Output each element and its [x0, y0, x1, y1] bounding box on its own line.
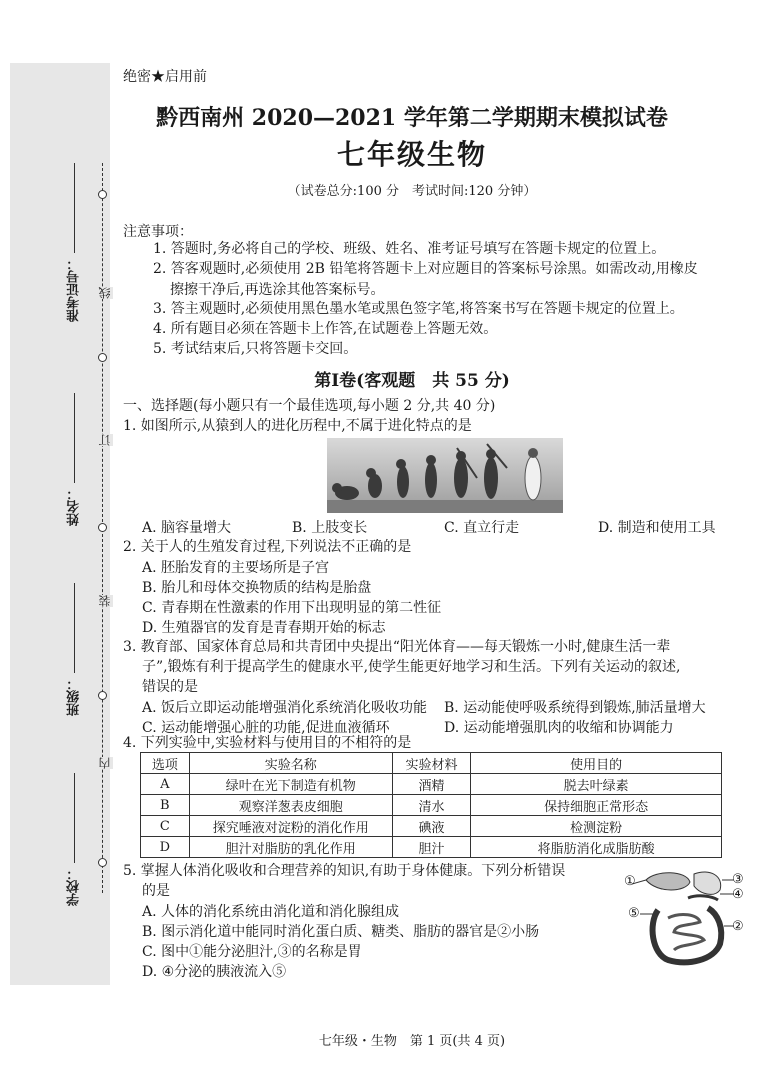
field-name [65, 393, 84, 526]
field-school [65, 773, 84, 906]
note-item: 1. 答题时,务必将自己的学校、班级、姓名、准考证号填写在答题卡规定的位置上。 [153, 241, 666, 257]
note-item: 4. 所有题目必须在答题卡上作答,在试题卷上答题无效。 [153, 321, 498, 337]
binding-mark: 线 [98, 287, 112, 299]
binding-hole [98, 523, 107, 532]
field-label: 姓名： [67, 487, 82, 526]
binding-hole [98, 858, 107, 867]
field-class [65, 583, 84, 716]
question-2-option: B. 胎儿和母体交换物质的结构是胎盘 [142, 580, 372, 596]
table-cell: 检测淀粉 [471, 816, 722, 837]
table-row [141, 837, 722, 858]
exam-meta: （试卷总分:100 分 考试时间:120 分钟） [287, 184, 537, 199]
table-cell: 脱去叶绿素 [471, 774, 722, 795]
part-title: 一、选择题(每小题只有一个最佳选项,每小题 2 分,共 40 分) [123, 398, 496, 414]
evolution-image [327, 438, 563, 513]
section-title: 第Ⅰ卷(客观题 共 55 分) [314, 371, 510, 391]
table-cell: 将脂肪消化成脂肪酸 [471, 837, 722, 858]
diagram-label-5: ⑤ [628, 906, 640, 921]
question-3-stem: 错误的是 [142, 679, 198, 695]
binding-mark: 装 [98, 595, 112, 607]
binding-mark: 内 [98, 757, 112, 769]
diagram-label-4: ④ [732, 887, 744, 902]
binding-hole [98, 353, 107, 362]
subject-title: 七年级生物 [336, 138, 487, 171]
table-cell: 探究唾液对淀粉的消化作用 [189, 816, 392, 837]
question-3-option: A. 饭后立即运动能增强消化系统消化吸收功能 [142, 700, 428, 716]
field-label: 学校： [67, 867, 82, 906]
table-header-row [141, 753, 722, 774]
binding-mark: 订 [98, 434, 112, 446]
field-label: 准考证号： [67, 257, 82, 322]
question-3-option: C. 运动能增强心脏的功能,促进血液循环 [142, 720, 390, 736]
table-row [141, 774, 722, 795]
question-3-option: B. 运动能使呼吸系统得到锻炼,肺活量增大 [444, 700, 706, 716]
question-4-stem: 4. 下列实验中,实验材料与使用目的不相符的是 [123, 735, 412, 751]
table-cell: 观察洋葱表皮细胞 [189, 795, 392, 816]
question-5-option: A. 人体的消化系统由消化道和消化腺组成 [142, 904, 400, 920]
question-1-option: C. 直立行走 [444, 520, 520, 536]
table-row [141, 795, 722, 816]
table-cell: A [141, 774, 190, 795]
table-header: 实验名称 [189, 753, 392, 774]
question-3-stem: 子”,锻炼有利于提高学生的健康水平,使学生能更好地学习和生活。下列有关运动的叙述, [142, 659, 681, 675]
question-5-stem: 的是 [142, 883, 170, 899]
question-2-option: C. 青春期在性激素的作用下出现明显的第二性征 [142, 600, 442, 616]
binding-hole [98, 691, 107, 700]
diagram-label-2: ② [732, 919, 744, 934]
table-cell: D [141, 837, 190, 858]
table-header: 使用目的 [471, 753, 722, 774]
diagram-label-3: ③ [732, 872, 744, 887]
table-cell: 酒精 [392, 774, 470, 795]
question-5-option: C. 图中①能分泌胆汁,③的名称是胃 [142, 944, 362, 960]
page-footer: 七年级・生物 第 1 页(共 4 页) [318, 1034, 506, 1049]
table-cell: B [141, 795, 190, 816]
question-1-option: A. 脑容量增大 [142, 520, 232, 536]
question-5-stem: 5. 掌握人体消化吸收和合理营养的知识,有助于身体健康。下列分析错误 [123, 863, 566, 879]
table-row [141, 816, 722, 837]
table-header: 实验材料 [392, 753, 470, 774]
table-cell: 绿叶在光下制造有机物 [189, 774, 392, 795]
digestive-system-diagram [624, 864, 746, 972]
digestive-organs-drawing [628, 864, 746, 972]
question-5-option: B. 图示消化道中能同时消化蛋白质、糖类、脂肪的器官是②小肠 [142, 924, 540, 940]
question-2-option: D. 生殖器官的发育是青春期开始的标志 [142, 620, 386, 636]
question-2-option: A. 胚胎发育的主要场所是子宫 [142, 560, 330, 576]
table-cell: 清水 [392, 795, 470, 816]
note-item: 擦擦干净后,再选涂其他答案标号。 [170, 282, 385, 298]
binding-strip [10, 63, 110, 985]
experiment-table [140, 752, 722, 858]
table-cell: 碘液 [392, 816, 470, 837]
evolution-silhouettes [327, 438, 563, 513]
notes-title: 注意事项： [123, 224, 193, 240]
question-1-option: B. 上肢变长 [292, 520, 368, 536]
note-item: 2. 答客观题时,必须使用 2B 铅笔将答题卡上对应题目的答案标号涂黑。如需改动,用橡皮 [153, 261, 698, 277]
table-header: 选项 [141, 753, 190, 774]
table-cell: 胆汁 [392, 837, 470, 858]
note-item: 3. 答主观题时,必须使用黑色墨水笔或黑色签字笔,将答案书写在答题卡规定的位置上。 [153, 301, 684, 317]
exam-title: 黔西南州 2020—2021 学年第二学期期末模拟试卷 [156, 105, 668, 131]
note-item: 5. 考试结束后,只将答题卡交回。 [153, 341, 358, 357]
table-cell: 胆汁对脂肪的乳化作用 [189, 837, 392, 858]
question-2-stem: 2. 关于人的生殖发育过程,下列说法不正确的是 [123, 539, 412, 555]
question-1-option: D. 制造和使用工具 [598, 520, 716, 536]
confidential-label: 绝密★启用前 [123, 69, 207, 85]
table-cell: 保持细胞正常形态 [471, 795, 722, 816]
question-5-option: D. ④分泌的胰液流入⑤ [142, 964, 287, 980]
field-label: 班级： [67, 677, 82, 716]
question-1-stem: 1. 如图所示,从猿到人的进化历程中,不属于进化特点的是 [123, 418, 472, 434]
question-3-stem: 3. 教育部、国家体育总局和共青团中央提出“阳光体育——每天锻炼一小时,健康生活一辈 [123, 639, 671, 655]
table-cell: C [141, 816, 190, 837]
diagram-label-1: ① [624, 874, 636, 889]
question-3-option: D. 运动能增强肌肉的收缩和协调能力 [444, 720, 674, 736]
